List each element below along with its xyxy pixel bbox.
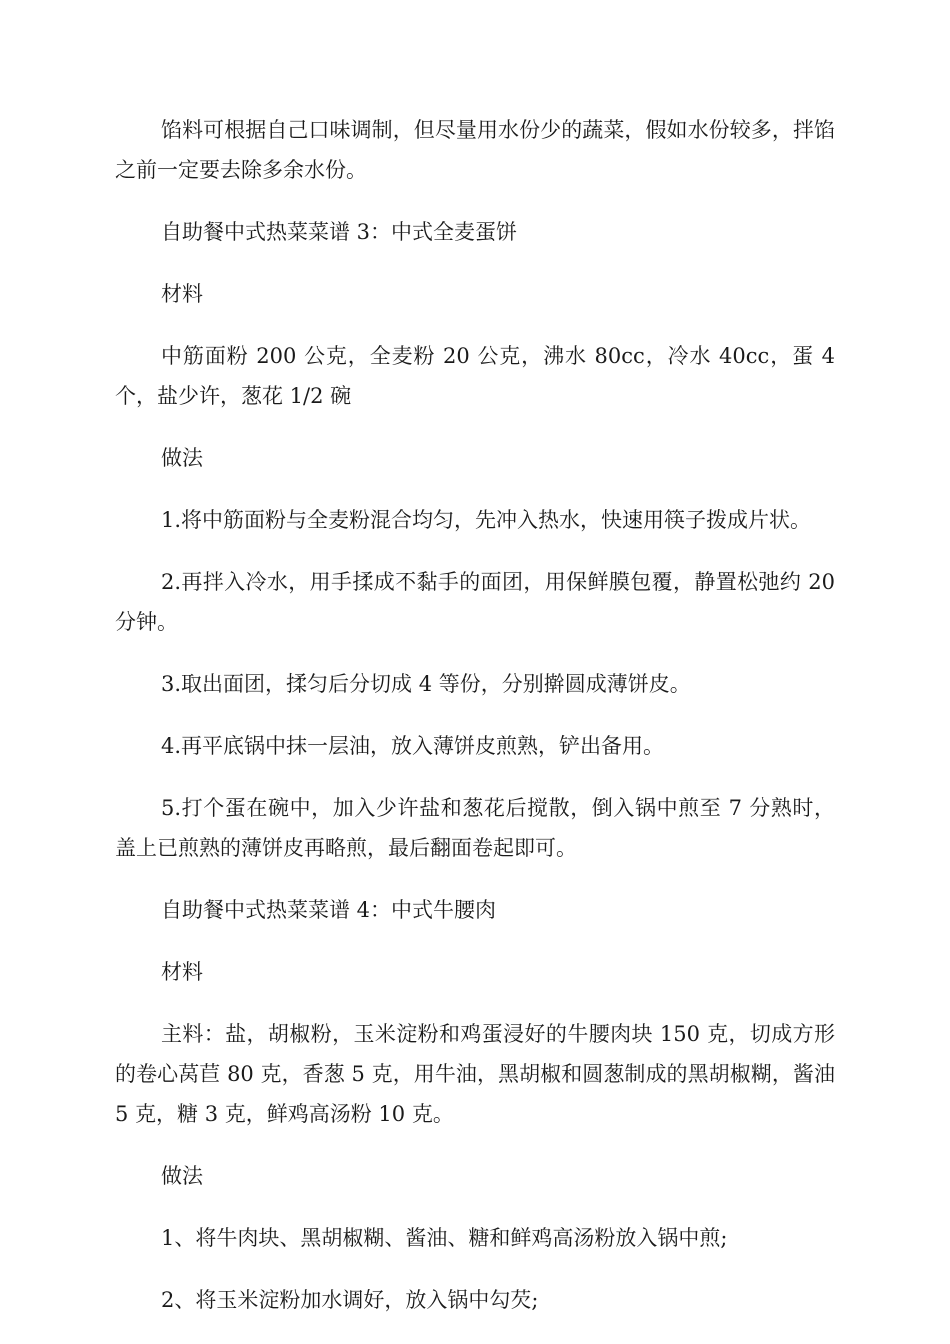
recipe-3-step-1: 1.将中筋面粉与全麦粉混合均匀，先冲入热水，快速用筷子拨成片状。 (161, 508, 812, 532)
recipe-3-title: 自助餐中式热菜菜谱 3：中式全麦蛋饼 (161, 220, 518, 244)
recipe-4-method-heading: 做法 (161, 1164, 203, 1188)
recipe-4-step-2: 2、将玉米淀粉加水调好，放入锅中勾芡; (161, 1288, 539, 1312)
recipe-3-ingredients: 中筋面粉 200 公克，全麦粉 20 公克，沸水 80cc，冷水 40cc，蛋 4 个，盐少许，葱花 1/2 碗 (115, 344, 842, 408)
recipe-3-step-4: 4.再平底锅中抹一层油，放入薄饼皮煎熟，铲出备用。 (161, 734, 665, 758)
paragraph-filling-note: 馅料可根据自己口味调制，但尽量用水份少的蔬菜，假如水份较多，拌馅之前一定要去除多余水份。 (115, 118, 835, 182)
document-body (115, 110, 842, 1342)
recipe-4-ingredients-heading: 材料 (161, 960, 203, 984)
recipe-3-step-5: 5.打个蛋在碗中，加入少许盐和葱花后搅散，倒入锅中煎至 7 分熟时，盖上已煎熟的薄饼皮再略煎，最后翻面卷起即可。 (115, 796, 835, 860)
recipe-4-step-1: 1、将牛肉块、黑胡椒糊、酱油、糖和鲜鸡高汤粉放入锅中煎; (161, 1226, 728, 1250)
recipe-3-step-2: 2.再拌入冷水，用手揉成不黏手的面团，用保鲜膜包覆，静置松弛约 20 分钟。 (115, 570, 842, 634)
recipe-3-step-3: 3.取出面团，揉匀后分切成 4 等份，分别擀圆成薄饼皮。 (161, 672, 691, 696)
recipe-4-title: 自助餐中式热菜菜谱 4：中式牛腰肉 (161, 898, 497, 922)
recipe-4-ingredients: 主料：盐，胡椒粉，玉米淀粉和鸡蛋浸好的牛腰肉块 150 克，切成方形的卷心莴苣 80 克，香葱 5 克，用牛油，黑胡椒和圆葱制成的黑胡椒糊，酱油 5 克，糖 3 克，鲜鸡高汤粉 10 克。 (115, 1022, 842, 1126)
recipe-3-ingredients-heading: 材料 (161, 282, 203, 306)
recipe-3-method-heading: 做法 (161, 446, 203, 470)
